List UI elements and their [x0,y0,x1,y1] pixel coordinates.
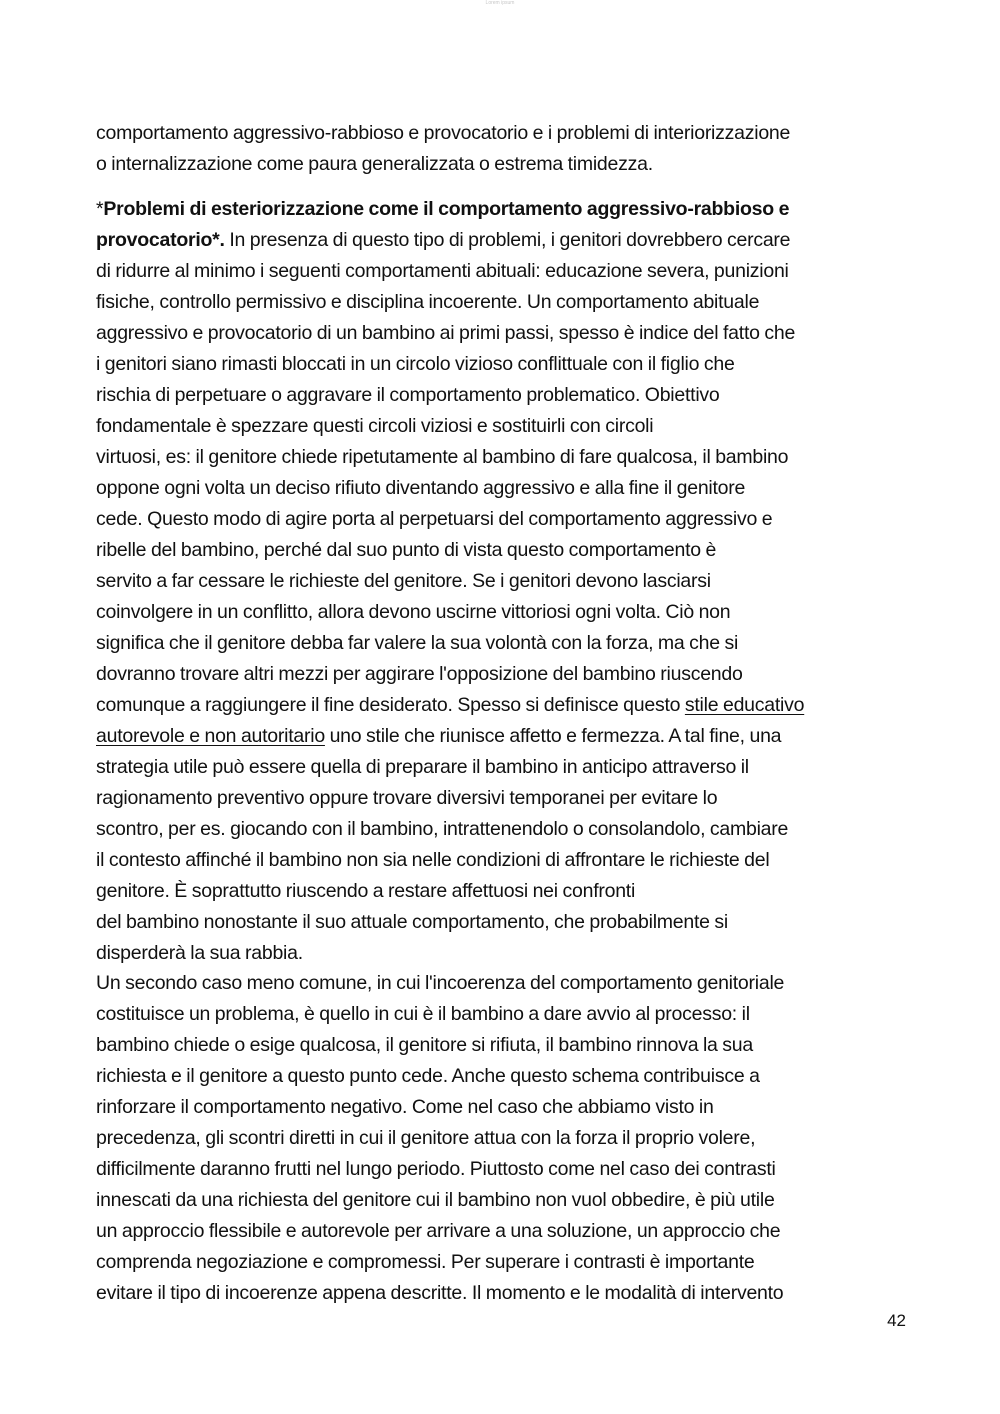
text-line: ribelle del bambino, perché dal suo punto di vista questo comportamento è [96,539,717,561]
text-line: rischia di perpetuare o aggravare il comportamento problematico. Obiettivo [96,384,720,406]
text-line: servito a far cessare le richieste del genitore. Se i genitori devono lasciarsi [96,570,711,592]
text-line: il contesto affinché il bambino non sia nelle condizioni di affrontare le richieste del [96,849,770,871]
text-line: rinforzare il comportamento negativo. Come nel caso che abbiamo visto in [96,1096,714,1118]
text-line: virtuosi, es: il genitore chiede ripetutamente al bambino di fare qualcosa, il bambino [96,446,789,468]
text-span: In presenza di questo tipo di problemi, i genitori dovrebbero cercare [224,229,791,251]
page-number: 42 [887,1311,906,1330]
text-line: scontro, per es. giocando con il bambino, intrattenendolo o consolandolo, cambiare [96,818,789,840]
underlined-term: stile educativo [684,694,805,716]
text-line: comportamento aggressivo-rabbioso e provocatorio e i problemi di interiorizzazione [96,122,791,144]
paragraph-1 [96,118,908,180]
text-line: di ridurre al minimo i seguenti comportamenti abituali: educazione severa, punizioni [96,260,789,282]
text-line: i genitori siano rimasti bloccati in un circolo vizioso conflittuale con il figlio che [96,353,735,375]
text-line: costituisce un problema, è quello in cui è il bambino a dare avvio al processo: il [96,1003,750,1025]
text-line: coinvolgere in un conflitto, allora devono uscirne vittoriosi ogni volta. Ciò non [96,601,731,623]
text-line: genitore. È soprattutto riuscendo a restare affettuosi nei confronti [96,880,636,902]
asterisk: * [96,198,104,220]
text-line: disperderà la sua rabbia. [96,942,303,964]
text-line: ragionamento preventivo oppure trovare diversivi temporanei per evitare lo [96,787,718,809]
text-span: comunque a raggiungere il fine desiderato. Spesso si definisce questo [96,694,685,716]
text-line [96,225,908,256]
text-line: o internalizzazione come paura generalizzata o estrema timidezza. [96,153,653,175]
header-watermark: Lorem ipsum [485,0,515,6]
text-line: oppone ogni volta un deciso rifiuto diventando aggressivo e alla fine il genitore [96,477,746,499]
text-line: richiesta e il genitore a questo punto cede. Anche questo schema contribuisce a [96,1065,760,1087]
bold-heading: Problemi di esteriorizzazione come il comportamento aggressivo-rabbioso e [103,198,790,220]
text-line: dovranno trovare altri mezzi per aggirare l'opposizione del bambino riuscendo [96,663,743,685]
text-line: un approccio flessibile e autorevole per arrivare a una soluzione, un approccio che [96,1220,781,1242]
text-line: precedenza, gli scontri diretti in cui il genitore attua con la forza il proprio volere, [96,1127,756,1149]
text-line: del bambino nonostante il suo attuale comportamento, che probabilmente si [96,911,728,933]
text-line: difficilmente daranno frutti nel lungo periodo. Piuttosto come nel caso dei contrasti [96,1158,776,1180]
text-line: strategia utile può essere quella di preparare il bambino in anticipo attraverso il [96,756,749,778]
text-line [96,721,908,752]
bold-heading-end: provocatorio*. [96,229,225,251]
text-line: Un secondo caso meno comune, in cui l'incoerenza del comportamento genitoriale [96,972,785,994]
text-line: comprenda negoziazione e compromessi. Per superare i contrasti è importante [96,1251,755,1273]
text-line: fisiche, controllo permissivo e disciplina incoerente. Un comportamento abituale [96,291,760,313]
text-line: bambino chiede o esige qualcosa, il genitore si rifiuta, il bambino rinnova la sua [96,1034,753,1056]
text-line: cede. Questo modo di agire porta al perpetuarsi del comportamento aggressivo e [96,508,773,530]
paragraph-2 [96,194,908,969]
text-line: significa che il genitore debba far valere la sua volontà con la forza, ma che si [96,632,739,654]
text-span: uno stile che riunisce affetto e fermezza. A tal fine, una [324,725,782,747]
text-line: fondamentale è spezzare questi circoli viziosi e sostituirli con circoli [96,415,654,437]
text-line: evitare il tipo di incoerenze appena descritte. Il momento e le modalità di intervento [96,1282,784,1304]
text-line: aggressivo e provocatorio di un bambino ai primi passi, spesso è indice del fatto che [96,322,796,344]
text-line: innescati da una richiesta del genitore cui il bambino non vuol obbedire, è più utile [96,1189,775,1211]
underlined-term: autorevole e non autoritario [96,725,325,747]
text-line [96,690,908,721]
paragraph-3 [96,968,908,1309]
text-line [96,194,908,225]
